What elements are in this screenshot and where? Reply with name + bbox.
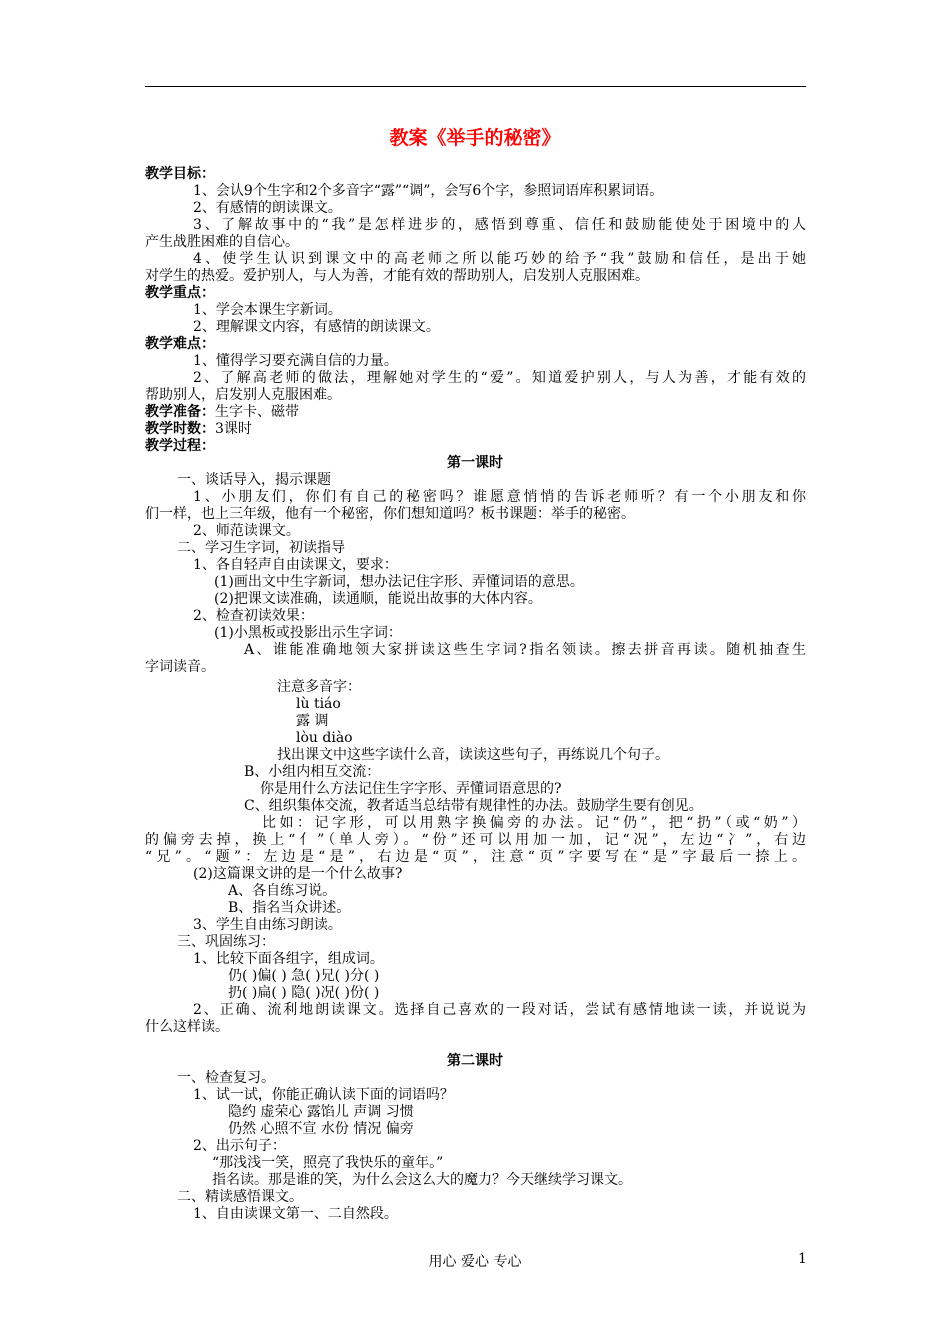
text-line: 2、理解课文内容，有感情的朗读课文。 [193, 319, 440, 335]
text-line: 2、了解高老师的做法，理解她对学生的“爱”。知道爱护别人，与人为善，才能有效的 [193, 370, 806, 386]
text-line: 1、比较下面各组字，组成词。 [193, 951, 384, 967]
text-line: 字词读音。 [145, 659, 215, 675]
text-line: lòu diào [296, 730, 353, 746]
text-line: 一、检查复习。 [177, 1070, 275, 1086]
text-line: 们一样，也上三年级，他有一个秘密，你们想知道吗？板书课题：举手的秘密。 [145, 506, 635, 522]
text-line: 2、出示句子： [193, 1138, 286, 1154]
text-line: 一、谈话导入，揭示课题 [177, 472, 331, 488]
text-line: 露 调 [296, 713, 329, 729]
text-line: 1、试一试，你能正确认读下面的词语吗？ [193, 1087, 454, 1103]
text-line: 1、学会本课生字新词。 [193, 302, 342, 318]
text-line: 1、小朋友们，你们有自己的秘密吗？谁愿意悄悄的告诉老师听？有一个小朋友和你 [193, 489, 806, 505]
text-line: 比如：记字形，可以用熟字换偏旁的办法。记“仍”，把“扔”（或“奶”） [262, 815, 806, 831]
text-line: 2、有感情的朗读课文。 [193, 200, 342, 216]
document-title: 教案《举手的秘密》 [389, 127, 561, 149]
text-line: (2)这篇课文讲的是一个什么故事? [193, 866, 403, 882]
text-line: 注意多音字： [277, 679, 361, 695]
section-heading: 教学重点： [145, 285, 215, 301]
text-line: 隐约 虚荣心 露馅儿 声调 习惯 [228, 1104, 414, 1120]
text-line: 2、正确、流利地朗读课文。选择自己喜欢的一段对话，尝试有感情地读一读，并说说为 [193, 1002, 806, 1018]
text-line: 1、会认9个生字和2个多音字“露”“调”，会写6个字，参照词语库积累词语。 [193, 183, 664, 199]
text-line: 你是用什么方法记住生字字形、弄懂词语意思的? [260, 781, 562, 797]
text-line: 指名读。那是谁的笑，为什么会这么大的魔力？今天继续学习课文。 [212, 1172, 632, 1188]
text-line: (2)把课文读准确，读通顺，能说出故事的大体内容。 [214, 591, 542, 607]
text-line: 2、检查初读效果： [193, 608, 314, 624]
text-line: 二、学习生字词，初读指导 [177, 540, 345, 556]
text-line: 1、自由读课文第一、二自然段。 [193, 1206, 398, 1222]
text-line: (1)小黑板或投影出示生字词： [214, 625, 402, 641]
section-heading: 第二课时 [447, 1053, 503, 1069]
field-label: 教学时数： [145, 421, 215, 437]
text-line: 2、师范读课文。 [193, 523, 300, 539]
field-label: 教学准备： [145, 404, 215, 420]
text-line: 3、学生自由练习朗读。 [193, 917, 342, 933]
header-rule [145, 86, 806, 87]
text-line: 对学生的热爱。爱护别人，与人为善，才能有效的帮助别人，启发别人克服困难。 [145, 268, 649, 284]
text-line: 三、巩固练习： [177, 934, 275, 950]
text-line: (1)画出文中生字新词，想办法记住字形、弄懂词语的意思。 [214, 574, 584, 590]
footer-motto: 用心 爱心 专心 [428, 1254, 522, 1270]
text-line: 二、精读感悟课文。 [177, 1189, 303, 1205]
text-line: 帮助别人，启发别人克服困难。 [145, 387, 341, 403]
text-line: 4、使学生认识到课文中的高老师之所以能巧妙的给予“我”鼓励和信任，是出于她 [193, 251, 806, 267]
text-line: C、组织集体交流，教者适当总结带有规律性的办法。鼓励学生要有创见。 [244, 798, 703, 814]
text-line: 扔( )扁( ) 隐( )况( )份( ) [228, 985, 380, 1001]
text-line: 仍( )偏( ) 急( )兄( )分( ) [228, 968, 380, 984]
text-line: 1、懂得学习要充满自信的力量。 [193, 353, 398, 369]
text-line: “兄”。“题”：左边是“是”，右边是“页”，注意“页”字要写在“是”字最后一捺上。 [145, 849, 806, 865]
text-line: 的偏旁去掉，换上“亻”（单人旁）。“份”还可以用加一加，记“况”，左边“冫”，右边 [145, 832, 806, 848]
text-line: 仍然 心照不宣 水份 情况 偏旁 [228, 1121, 414, 1137]
section-heading: 教学过程： [145, 438, 215, 454]
text-line: “那浅浅一笑，照亮了我快乐的童年。” [212, 1155, 444, 1171]
section-heading: 第一课时 [447, 455, 503, 471]
section-heading: 教学目标： [145, 166, 215, 182]
text-line: 产生战胜困难的自信心。 [145, 234, 299, 250]
text-line: 3、了解故事中的“我”是怎样进步的，感悟到尊重、信任和鼓励能使处于困境中的人 [193, 217, 806, 233]
text-line: 找出课文中这些字读什么音，读读这些句子，再练说几个句子。 [277, 747, 669, 763]
text-line [145, 421, 252, 438]
section-heading: 教学难点： [145, 336, 215, 352]
text-line: 什么这样读。 [145, 1019, 229, 1035]
text-line: B、指名当众讲述。 [228, 900, 351, 916]
field-value: 生字卡、磁带 [215, 404, 299, 420]
text-line: A、谁能准确地领大家拼读这些生字词?指名领读。擦去拼音再读。随机抽查生 [244, 642, 806, 658]
text-line: A、各自练习说。 [228, 883, 337, 899]
text-line: lù tiáo [296, 696, 341, 712]
field-value: 3课时 [215, 421, 252, 437]
page-number: 1 [798, 1251, 807, 1267]
text-line [145, 404, 299, 421]
text-line: B、小组内相互交流： [244, 764, 381, 780]
text-line: 1、各自轻声自由读课文，要求： [193, 557, 398, 573]
